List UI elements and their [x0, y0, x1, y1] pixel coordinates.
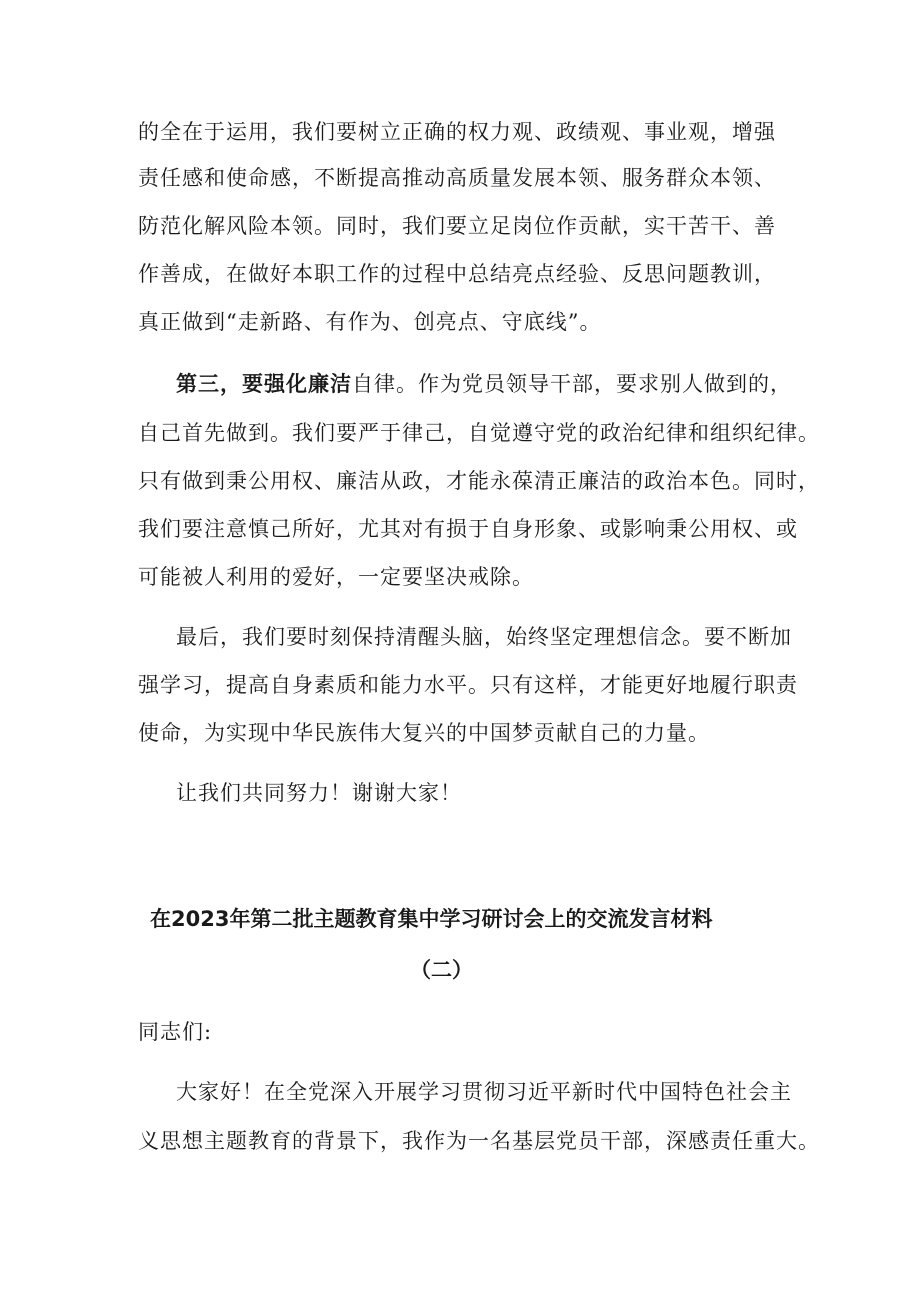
paragraph2-heading: 第三，要强化廉洁: [176, 371, 352, 396]
paragraph2-line-1-rest: 自律。作为党员领导干部，要求别人做到的，: [352, 372, 792, 396]
paragraph1-line-2: 责任感和使命感，不断提高推动高质量发展本领、服务群众本领、: [138, 166, 776, 190]
paragraph4-line-1: 大家好！在全党深入开展学习贯彻习近平新时代中国特色社会主: [176, 1080, 792, 1104]
paragraph3-line-1: 最后，我们要时刻保持清醒头脑，始终坚定理想信念。要不断加: [176, 625, 792, 649]
paragraph1-line-1: 的全在于运用，我们要树立正确的权力观、政绩观、事业观，增强: [138, 120, 776, 144]
paragraph2-line-3: 只有做到秉公用权、廉洁从政，才能永葆清正廉洁的政治本色。同时，: [138, 469, 820, 493]
paragraph2-line-2: 自己首先做到。我们要严于律己，自觉遵守党的政治纪律和组织纪律。: [138, 421, 820, 445]
paragraph3-line-3: 使命，为实现中华民族伟大复兴的中国梦贡献自己的力量。: [138, 721, 710, 745]
paragraph3-line-2: 强学习，提高自身素质和能力水平。只有这样，才能更好地履行职责: [138, 673, 798, 697]
closing-line: 让我们共同努力！谢谢大家！: [176, 781, 462, 805]
paragraph4-line-2: 义思想主题教育的背景下，我作为一名基层党员干部，深感责任重大。: [138, 1129, 820, 1153]
paragraph1-line-4: 作善成，在做好本职工作的过程中总结亮点经验、反思问题教训，: [138, 262, 776, 286]
paragraph1-line-5: 真正做到“走新路、有作为、创亮点、守底线”。: [138, 310, 602, 334]
salutation: 同志们:: [138, 1020, 213, 1044]
section-title: 在2023年第二批主题教育集中学习研讨会上的交流发言材料: [150, 907, 713, 931]
paragraph2-line-1: [176, 369, 792, 399]
paragraph1-line-3: 防范化解风险本领。同时，我们要立足岗位作贡献，实干苦干、善: [138, 214, 776, 238]
paragraph2-line-5: 可能被人利用的爱好，一定要坚决戒除。: [138, 565, 534, 589]
paragraph2-line-4: 我们要注意慎己所好，尤其对有损于自身形象、或影响秉公用权、或: [138, 517, 798, 541]
section-subtitle: （二）: [410, 958, 473, 982]
